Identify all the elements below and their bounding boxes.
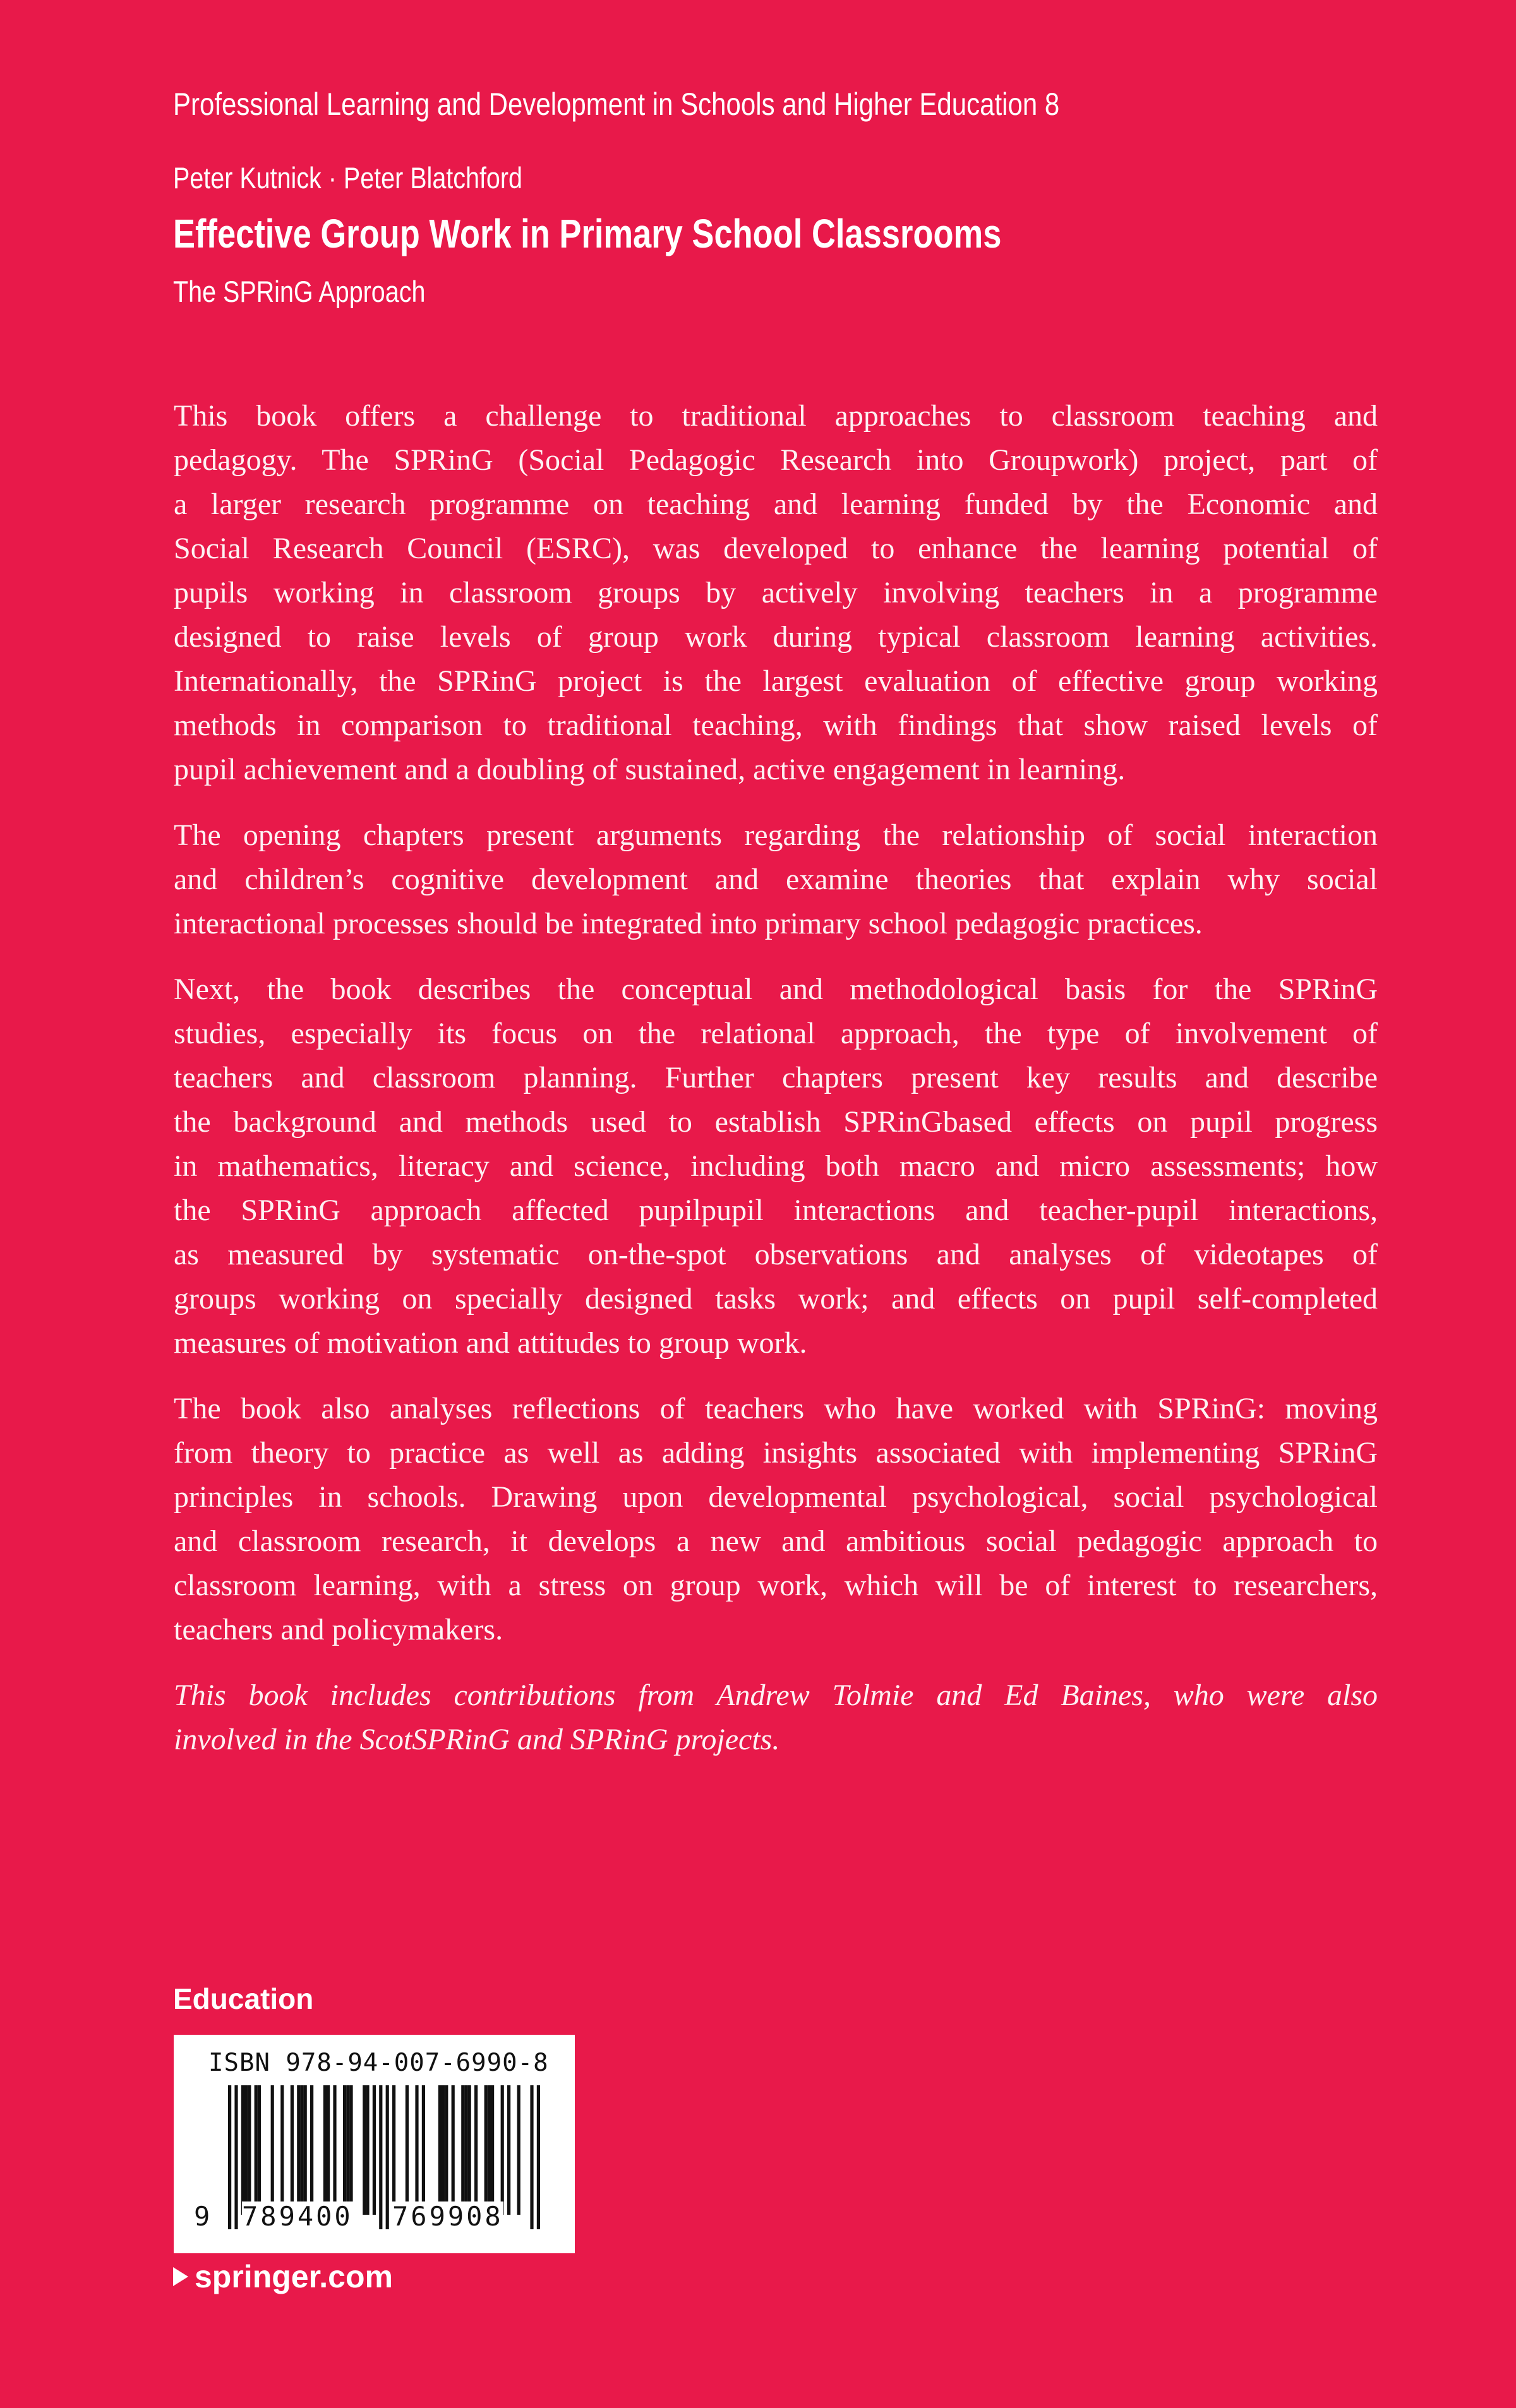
barcode-bar [461, 2085, 464, 2215]
text-line: groups working on specially designed tasks work; and effects on pupil self-completed [174, 1282, 1378, 1315]
barcode-bar [297, 2085, 300, 2215]
text-line: The book also analyses reflections of teachers who have worked with SPRinG: moving [174, 1392, 1378, 1425]
blurb-paragraph [174, 394, 1378, 792]
barcode-bar [255, 2085, 258, 2215]
ean-right-digits: 769908 [392, 2201, 503, 2232]
text-line: methods in comparison to traditional teaching, with findings that show raised levels of [174, 709, 1378, 742]
book-subtitle: The SPRinG Approach [173, 275, 426, 308]
text-line: designed to raise levels of group work during typical classroom learning activities. [174, 620, 1378, 654]
barcode-bar [537, 2085, 540, 2229]
text-line: Next, the book describes the conceptual and methodological basis for the SPRinG [174, 973, 1378, 1006]
text-line: the SPRinG approach affected pupilpupil interactions and teacher-pupil interactions, [174, 1194, 1378, 1227]
text-line: studies, especially its focus on the relational approach, the type of involvement of [174, 1017, 1378, 1050]
text-line: involved in the ScotSPRinG and SPRinG projects. [174, 1723, 780, 1756]
text-line: interactional processes should be integrated into primary school pedagogic practices. [174, 907, 1203, 940]
play-arrow-icon [173, 2267, 188, 2286]
barcode-bar [327, 2085, 330, 2215]
barcode-bar [228, 2085, 231, 2229]
barcode-bar [452, 2085, 455, 2215]
barcode-bar [310, 2085, 313, 2215]
text-line: teachers and classroom planning. Further chapters present key results and describe [174, 1061, 1378, 1094]
text-line: pedagogy. The SPRinG (Social Pedagogic Research into Groupwork) project, part of [174, 443, 1378, 477]
contributors-note [174, 1674, 1378, 1762]
text-line: in mathematics, literacy and science, including both macro and micro assessments; how [174, 1149, 1378, 1183]
barcode-bar [491, 2085, 494, 2215]
barcode-bar [343, 2085, 346, 2215]
series-title: Professional Learning and Development in Schools and Higher Education 8 [173, 87, 1060, 122]
text-line: a larger research programme on teaching and learning funded by the Economic and [174, 488, 1378, 521]
text-line: This book includes contributions from Andrew Tolmie and Ed Baines, who were also [174, 1679, 1378, 1712]
barcode-bar [346, 2085, 349, 2215]
text-line: Social Research Council (ESRC), was developed to enhance the learning potential of [174, 532, 1378, 565]
ean-first-digit: 9 [194, 2201, 210, 2232]
text-line: the background and methods used to establish SPRinGbased effects on pupil progress [174, 1105, 1378, 1139]
text-line: teachers and policymakers. [174, 1613, 503, 1646]
barcode-box [174, 2035, 575, 2253]
barcode-bar [386, 2085, 389, 2229]
text-line: as measured by systematic on-the-spot observations and analyses of videotapes of [174, 1238, 1378, 1271]
barcode-bar [488, 2085, 491, 2215]
book-title: Effective Group Work in Primary School Classrooms [173, 211, 1002, 256]
barcode-bar [304, 2085, 307, 2215]
authors: Peter Kutnick · Peter Blatchford [173, 161, 522, 195]
text-line: This book offers a challenge to traditional approaches to classroom teaching and [174, 399, 1378, 433]
barcode-bar [392, 2085, 395, 2215]
barcode-bar [501, 2085, 504, 2215]
barcode-bar [349, 2085, 352, 2215]
barcode-bar [280, 2085, 284, 2215]
blurb-paragraph [174, 967, 1378, 1365]
text-line: Internationally, the SPRinG project is the largest evaluation of effective group working [174, 664, 1378, 698]
text-line: and classroom research, it develops a new and ambitious social pedagogic approach to [174, 1524, 1378, 1558]
barcode-bar [484, 2085, 488, 2215]
barcode-bar [468, 2085, 471, 2215]
blurb-paragraph [174, 813, 1378, 946]
blurb-paragraph [174, 1387, 1378, 1652]
blurb [174, 394, 1378, 1783]
isbn-label: ISBN 978-94-007-6990-8 [208, 2049, 549, 2077]
barcode-bar [291, 2085, 294, 2215]
barcode-bar [363, 2085, 366, 2215]
text-line: pupil achievement and a doubling of sustained, active engagement in learning. [174, 753, 1126, 786]
text-line: The opening chapters present arguments regarding the relationship of social interaction [174, 818, 1378, 852]
barcode-bar [300, 2085, 303, 2215]
website-link[interactable] [173, 2258, 393, 2295]
barcode-bar [415, 2085, 418, 2215]
text-line: from theory to practice as well as adding insights associated with implementing SPRinG [174, 1436, 1378, 1470]
category-label: Education [173, 1982, 314, 2015]
text-line: measures of motivation and attitudes to group work. [174, 1326, 807, 1360]
barcode-bar [271, 2085, 274, 2215]
barcode-bar [323, 2085, 327, 2215]
barcode-bar [373, 2085, 376, 2215]
barcode-bar [530, 2085, 533, 2229]
barcode-bar [258, 2085, 261, 2215]
text-line: principles in schools. Drawing upon developmental psychological, social psychological [174, 1480, 1378, 1514]
barcode-bar [244, 2085, 248, 2215]
barcode-bar [379, 2085, 382, 2229]
barcode-bar [442, 2085, 445, 2215]
barcode-bar [241, 2085, 244, 2215]
barcode-bar [474, 2085, 478, 2215]
barcode-bar [517, 2085, 520, 2215]
text-line: and children’s cognitive development and examine theories that explain why social [174, 863, 1378, 896]
text-line: classroom learning, with a stress on group work, which will be of interest to researchers, [174, 1569, 1378, 1602]
barcode-bar [406, 2085, 409, 2215]
barcode-bar [248, 2085, 251, 2215]
text-line: pupils working in classroom groups by actively involving teachers in a programme [174, 576, 1378, 609]
barcode-bar [366, 2085, 369, 2215]
ean-left-digits: 789400 [242, 2201, 353, 2232]
barcode-bar [422, 2085, 425, 2215]
barcode-bar [507, 2085, 510, 2215]
barcode-bar [464, 2085, 467, 2215]
barcode-bar [234, 2085, 238, 2229]
barcode-bar [445, 2085, 448, 2215]
barcode-bar [438, 2085, 442, 2215]
barcode-bar [333, 2085, 336, 2215]
website-label: springer.com [195, 2259, 393, 2294]
